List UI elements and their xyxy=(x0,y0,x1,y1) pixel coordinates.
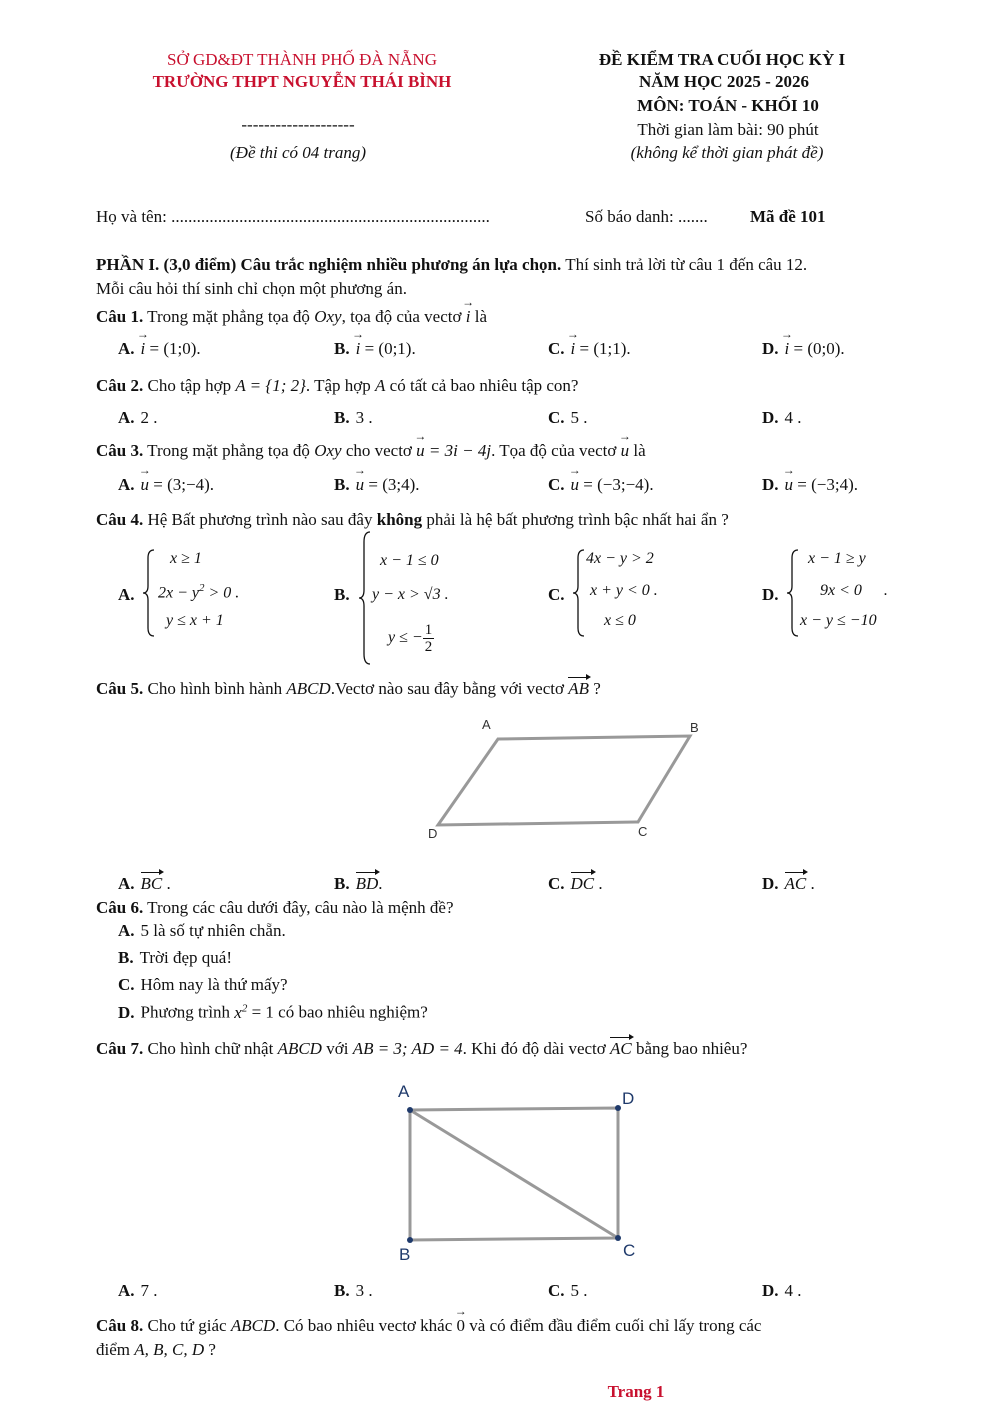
school-dept: SỞ GD&ĐT THÀNH PHỐ ĐÀ NẴNG xyxy=(167,50,437,69)
name-dots: ........................................................................... xyxy=(171,207,490,226)
question-5 xyxy=(96,677,601,699)
q6-option-a[interactable] xyxy=(118,921,286,941)
q7-b-value: 3 xyxy=(355,1281,365,1300)
q4-b-row3 xyxy=(388,622,434,655)
q1-option-a[interactable]: A.→ i = (1;0). xyxy=(118,339,201,359)
q3-text-d: là xyxy=(629,441,646,460)
subject: MÔN: TOÁN - KHỐI 10 xyxy=(637,96,819,115)
q4-b-row2: y − x > √3 . xyxy=(372,586,449,603)
point-d: D xyxy=(428,826,438,841)
q5-vector-ab: AB xyxy=(568,679,590,698)
question-1 xyxy=(96,307,487,327)
q1-vector-i: → i xyxy=(466,307,471,327)
q4-option-a-system xyxy=(142,548,272,638)
opt-label: D. xyxy=(118,1002,135,1022)
q5-text-c: ? xyxy=(589,679,601,698)
q6-label: Câu 6. xyxy=(96,898,144,917)
q3-c-value: (−3;−4) xyxy=(597,475,650,494)
q4-c-row2: x + y < 0 . xyxy=(590,582,658,599)
question-2 xyxy=(96,376,578,396)
school-name: TRƯỜNG THPT NGUYỄN THÁI BÌNH xyxy=(152,72,452,91)
q4-d-row2-text: 9x < 0 xyxy=(820,582,862,599)
q2-set-name: A xyxy=(375,376,386,395)
duration-note: (không kể thời gian phát đề) xyxy=(630,143,824,162)
vec-u: → u xyxy=(141,475,150,495)
vec-i: → i xyxy=(356,339,361,359)
q4-option-b-system xyxy=(358,530,488,666)
q5-option-b[interactable]: B. BD. xyxy=(334,874,383,893)
q4-option-c-system xyxy=(572,548,702,638)
q7-abcd: ABCD xyxy=(277,1039,322,1058)
q3-expr: = 3i − 4j xyxy=(428,441,492,460)
q5-abcd: ABCD xyxy=(286,679,331,698)
q5-a-value: BC xyxy=(140,874,163,893)
q1-label: Câu 1. xyxy=(96,307,144,326)
school-year: NĂM HỌC 2025 - 2026 xyxy=(639,72,809,91)
vec-u: → u xyxy=(621,441,630,461)
q8-text-b: . Có bao nhiêu vectơ khác xyxy=(275,1316,457,1335)
q2-label: Câu 2. xyxy=(96,376,144,395)
brace-icon xyxy=(572,548,586,638)
exam-code: Mã đề 101 xyxy=(750,207,826,226)
q4-a-row2-left: 2x − y xyxy=(158,584,199,602)
q2-option-a[interactable]: A. 2 . xyxy=(118,408,158,427)
point-a: A xyxy=(398,1082,410,1101)
q5-text-b: .Vectơ nào sau đây bằng với vectơ xyxy=(330,679,569,698)
point-c: C xyxy=(623,1241,636,1260)
opt-label: B. xyxy=(334,408,350,427)
part1-instruction: Thí sinh trả lời từ câu 1 đến câu 12. xyxy=(561,255,808,274)
q1-c-value: (1;1) xyxy=(593,339,627,358)
q2-text-b: . Tập hợp xyxy=(305,376,376,395)
q1-text-c: là xyxy=(470,307,487,326)
question-8-cont xyxy=(96,1340,216,1360)
opt-label: C. xyxy=(548,475,565,494)
q8-text-c: và có điểm đầu điểm cuối chỉ lấy trong các xyxy=(465,1316,762,1335)
brace-icon xyxy=(786,548,800,638)
q3-option-a[interactable]: A.→ u = (3;−4). xyxy=(118,475,214,495)
question-6 xyxy=(96,898,453,918)
q4-text: Hệ Bất phương trình nào sau đây xyxy=(143,510,377,529)
q1-option-b[interactable]: B.→ i = (0;1). xyxy=(334,339,416,359)
question-3 xyxy=(96,441,646,461)
opt-label: C. xyxy=(548,408,565,427)
q4-a-row2-right: > 0 xyxy=(208,584,232,602)
q4-d-row1: x − 1 ≥ y xyxy=(808,550,866,567)
opt-label: B. xyxy=(334,874,350,893)
opt-label: D. xyxy=(762,1281,779,1300)
part1-title: PHẦN I. (3,0 điểm) Câu trắc nghiệm nhiều phương án lựa chọn. xyxy=(96,255,562,274)
question-7 xyxy=(96,1037,747,1059)
q7-text-b: với xyxy=(321,1039,353,1058)
q4-text-b: phải là hệ bất phương trình bậc nhất hai ẩn ? xyxy=(422,510,729,529)
q3-option-b[interactable]: B.→ u = (3;4). xyxy=(334,475,419,495)
vec-i: → i xyxy=(141,339,146,359)
vec-u: → u xyxy=(416,441,425,461)
q7-option-c[interactable]: C. 5 . xyxy=(548,1281,588,1300)
question-8 xyxy=(96,1316,761,1336)
point-b: B xyxy=(690,720,699,735)
q5-option-a[interactable]: A. BC . xyxy=(118,874,171,893)
point-a: A xyxy=(482,717,491,732)
q6-text: Trong các câu dưới đây, câu nào là mệnh đề? xyxy=(143,898,454,917)
q6-option-b[interactable] xyxy=(118,948,232,968)
q1-option-d[interactable]: D.→ i = (0;0). xyxy=(762,339,845,359)
opt-label: B. xyxy=(334,339,350,358)
duration: Thời gian làm bài: 90 phút xyxy=(637,120,819,139)
q2-d-value: 4 xyxy=(784,408,794,427)
point-b: B xyxy=(399,1245,411,1264)
q8-label: Câu 8. xyxy=(96,1316,144,1335)
q5-option-c[interactable]: C. DC . xyxy=(548,874,603,893)
opt-label: B. xyxy=(334,1281,350,1300)
q1-a-value: (1;0) xyxy=(163,339,197,358)
q5-b-value: BD xyxy=(355,874,379,893)
q3-d-value: (−3;4) xyxy=(811,475,854,494)
opt-label: A. xyxy=(118,408,135,427)
q7-option-d[interactable]: D. 4 . xyxy=(762,1281,802,1300)
q6-d-text: Phương trình xyxy=(140,1002,235,1022)
opt-label: A. xyxy=(118,921,135,940)
q4-c-row3: x ≤ 0 xyxy=(604,612,636,629)
q6-option-d[interactable] xyxy=(118,1002,428,1023)
opt-label: A. xyxy=(118,874,135,893)
q4-option-a-label[interactable]: A. xyxy=(118,585,135,604)
parallelogram-figure xyxy=(420,712,720,842)
rectangle-figure xyxy=(385,1075,655,1270)
q4-d-row3: x − y ≤ −10 xyxy=(800,612,877,629)
q2-option-d[interactable]: D. 4 . xyxy=(762,408,802,427)
opt-label: D. xyxy=(762,475,779,494)
q2-c-value: 5 xyxy=(570,408,580,427)
q8-abcd: ABCD xyxy=(230,1316,276,1335)
q1-b-value: (0;1) xyxy=(378,339,412,358)
q1-option-c[interactable]: C.→ i = (1;1). xyxy=(548,339,631,359)
q3-a-value: (3;−4) xyxy=(167,475,210,494)
q4-c-row1: 4x − y > 2 xyxy=(586,550,654,567)
fraction-one-half: $\frac{1}{2}$ xyxy=(424,622,433,655)
name-label: Họ và tên: xyxy=(96,207,172,226)
q7-a-value: 7 xyxy=(140,1281,150,1300)
q2-option-c[interactable]: C. 5 . xyxy=(548,408,588,427)
q1-text: Trong mặt phẳng tọa độ xyxy=(143,307,315,326)
q4-a-row1: x ≥ 1 xyxy=(170,550,202,567)
q1-d-value: (0;0) xyxy=(807,339,841,358)
opt-label: A. xyxy=(118,475,135,494)
q3-text-b: cho vectơ xyxy=(341,441,417,460)
q5-d-value: AC xyxy=(784,874,807,893)
q4-option-c-label[interactable]: C. xyxy=(548,585,565,604)
q4-c-row2-text: x + y < 0 xyxy=(590,582,650,599)
q5-label: Câu 5. xyxy=(96,679,144,698)
q7-text-c: . Khi đó độ dài vectơ xyxy=(462,1039,610,1058)
q7-option-a[interactable]: A. 7 . xyxy=(118,1281,158,1300)
q7-d-value: 4 xyxy=(784,1281,794,1300)
part1-heading xyxy=(96,255,807,275)
q4-a-row2: $2x - y^2 > 0$ . xyxy=(158,582,240,602)
q3-text: Trong mặt phẳng tọa độ xyxy=(143,441,315,460)
student-name-line xyxy=(96,207,490,227)
vec-u: → u xyxy=(785,475,794,495)
opt-label: B. xyxy=(334,475,350,494)
q2-option-b[interactable]: B. 3 . xyxy=(334,408,373,427)
q4-option-d-label[interactable]: D. xyxy=(762,585,779,604)
q1-oxy: Oxy xyxy=(314,307,342,326)
opt-label: C. xyxy=(548,874,565,893)
page-number: Trang 1 xyxy=(607,1382,665,1401)
opt-label: A. xyxy=(118,339,135,358)
opt-label: C. xyxy=(548,1281,565,1300)
point-d: D xyxy=(622,1089,635,1108)
q2-set: A = {1; 2} xyxy=(235,376,306,395)
q6-d-text-b: = 1 có bao nhiêu nghiệm? xyxy=(247,1002,428,1022)
opt-label: D. xyxy=(762,339,779,358)
q4-option-d-system xyxy=(786,548,916,638)
q6-c-value: Hôm nay là thứ mấy? xyxy=(140,975,288,994)
opt-label: B. xyxy=(118,948,134,967)
opt-label: C. xyxy=(118,975,135,994)
q3-text-c: . Tọa độ của vectơ xyxy=(491,441,621,460)
q3-option-c[interactable]: C.→ u = (−3;−4). xyxy=(548,475,654,495)
q4-a-row3: y ≤ x + 1 xyxy=(166,612,224,629)
q4-label: Câu 4. xyxy=(96,510,144,529)
vec-u: → u xyxy=(356,475,365,495)
q2-b-value: 3 xyxy=(355,408,365,427)
exam-title: ĐỀ KIỂM TRA CUỐI HỌC KỲ I xyxy=(598,50,846,69)
header-divider: -------------------- xyxy=(241,115,355,134)
q8-zero-vector: → 0 xyxy=(457,1316,466,1336)
q2-a-value: 2 xyxy=(140,408,150,427)
q7-option-b[interactable]: B. 3 . xyxy=(334,1281,373,1300)
q8-text-d: điểm xyxy=(96,1340,135,1359)
vec-i: → i xyxy=(785,339,790,359)
q3-oxy: Oxy xyxy=(314,441,342,460)
q8-text: Cho tứ giác xyxy=(143,1316,231,1335)
q2-text: Cho tập hợp xyxy=(143,376,236,395)
q8-text-e: ? xyxy=(204,1340,216,1359)
point-c: C xyxy=(638,824,648,839)
q4-b-row1: x − 1 ≤ 0 xyxy=(380,552,439,569)
candidate-number: Số báo danh: ....... xyxy=(585,207,708,226)
q7-c-value: 5 xyxy=(570,1281,580,1300)
opt-label: C. xyxy=(548,339,565,358)
q6-b-value: Trời đẹp quá! xyxy=(139,948,233,967)
q4-b-row2-text: y − x > √3 xyxy=(372,586,441,603)
q4-b-row3-text: y ≤ − xyxy=(388,629,423,647)
q5-c-value: DC xyxy=(570,874,595,893)
q5-text: Cho hình bình hành xyxy=(143,679,287,698)
q7-vector-ac: AC xyxy=(610,1039,632,1058)
q7-text-d: bằng bao nhiêu? xyxy=(631,1039,748,1058)
opt-label: D. xyxy=(762,408,779,427)
q3-option-d[interactable]: D.→ u = (−3;4). xyxy=(762,475,858,495)
q4-bold: không xyxy=(376,510,423,529)
vec-u: → u xyxy=(571,475,580,495)
question-4 xyxy=(96,510,729,530)
q4-d-row2: 9x < 0 . xyxy=(820,582,888,599)
brace-icon xyxy=(358,530,372,666)
q1-text-b: , tọa độ của vectơ xyxy=(341,307,466,326)
opt-label: A. xyxy=(118,1281,135,1300)
x-squared: $x^2$ xyxy=(234,1002,248,1022)
vec-i: → i xyxy=(571,339,576,359)
q6-a-value: 5 là số tự nhiên chẵn. xyxy=(140,921,286,940)
q3-b-value: (3;4) xyxy=(382,475,416,494)
brace-icon xyxy=(142,548,156,638)
part1-instruction-2: Mỗi câu hỏi thí sinh chỉ chọn một phương án. xyxy=(96,279,407,298)
q8-points: A, B, C, D xyxy=(134,1340,205,1359)
q4-option-b-label[interactable]: B. xyxy=(334,585,350,604)
q3-label: Câu 3. xyxy=(96,441,144,460)
page-count-note: (Đề thi có 04 trang) xyxy=(230,143,366,162)
q5-option-d[interactable]: D. AC . xyxy=(762,874,815,893)
q7-text: Cho hình chữ nhật xyxy=(143,1039,278,1058)
opt-label: D. xyxy=(762,874,779,893)
q2-text-c: có tất cả bao nhiêu tập con? xyxy=(385,376,579,395)
q7-expr: AB = 3; AD = 4 xyxy=(352,1039,463,1058)
q6-option-c[interactable] xyxy=(118,975,288,995)
q7-label: Câu 7. xyxy=(96,1039,144,1058)
